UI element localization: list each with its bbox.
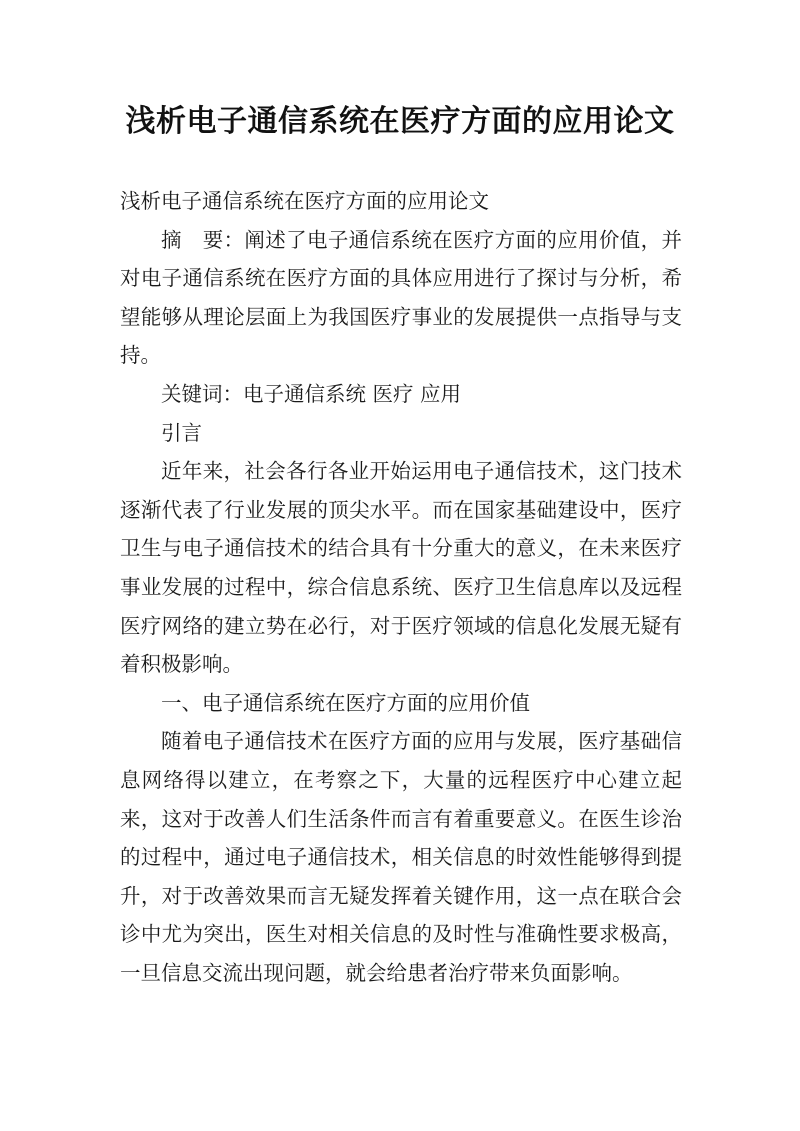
paragraph-keywords: 关键词：电子通信系统 医疗 应用 [161,381,462,406]
paragraph-section-heading: 一、电子通信系统在医疗方面的应用价值 [161,690,530,715]
paragraph-abstract: 摘 要：阐述了电子通信系统在医疗方面的应用价值，并对电子通信系统在医疗方面的具体应用进行了探讨与分析，希望能够从理论层面上为我国医疗事业的发展提供一点指导与支持。 [120,227,682,368]
paragraph-subtitle: 浅析电子通信系统在医疗方面的应用论文 [120,189,489,213]
paragraph-intro: 近年来，社会各行各业开始运用电子通信技术，这门技术逐渐代表了行业发展的顶尖水平。而在国家基础建设中，医疗卫生与电子通信技术的结合具有十分重大的意义，在未来医疗事业发展的过程中，综合信息系统、医疗卫生信息库以及远程医疗网络的建立势在必行，对于医疗领域的信息化发展无疑有着积极影响。 [120,459,682,677]
document-body [120,182,682,992]
document-title: 浅析电子通信系统在医疗方面的应用论文 [125,104,675,139]
paragraph-intro-heading: 引言 [161,420,202,445]
paragraph-section-body: 随着电子通信技术在医疗方面的应用与发展，医疗基础信息网络得以建立，在考察之下，大量的远程医疗中心建立起来，这对于改善人们生活条件而言有着重要意义。在医生诊治的过程中，通过电子通信技术，相关信息的时效性能够得到提升，对于改善效果而言无疑发挥着关键作用，这一点在联合会诊中尤为突出，医生对相关信息的及时性与准确性要求极高，一旦信息交流出现问题，就会给患者治疗带来负面影响。 [120,729,682,985]
